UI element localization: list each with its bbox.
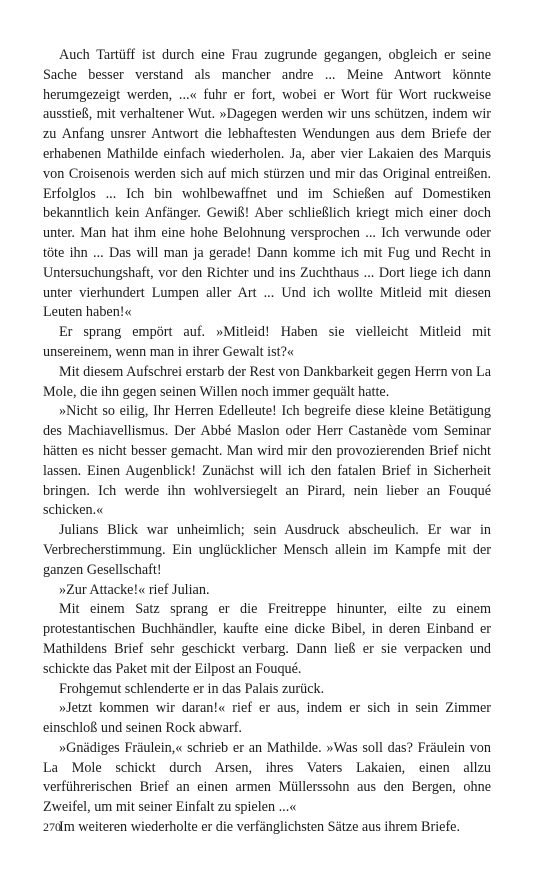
paragraph: Im weiteren wiederholte er die verfänglichsten Sätze aus ihrem Briefe. <box>59 819 461 836</box>
paragraph: Mit diesem Aufschrei erstarb der Rest von Dankbarkeit gegen Herrn von La Mole, die ihn gegen seinen Willen noch immer gequält hatte. <box>43 363 491 400</box>
paragraph: »Jetzt kommen wir daran!« rief er aus, indem er sich in sein Zimmer einschloß und seinen Rock abwarf. <box>43 700 491 737</box>
paragraph: Frohgemut schlenderte er in das Palais zurück. <box>59 680 325 697</box>
page-number: 270 <box>43 820 61 834</box>
paragraph: »Zur Attacke!« rief Julian. <box>59 581 210 598</box>
paragraph: Auch Tartüff ist durch eine Frau zugrunde gegangen, obgleich er seine Sache besser verstand als mancher andre ... Meine Antwort könnte herumgezeigt werden, ...« fuhr er fort, wobei er Wort für Wort ruckweise ausstieß, mit verhaltener Wut. »Dagegen werden wir uns schützen, indem wir zu Anfang unsrer Antwort die lebhaftesten Wendungen aus dem Briefe der erhabenen Mathilde einfach wiederholen. Ja, aber vier Lakaien des Marquis von Croisenois werden sich auf mich stürzen und mir das Original entreißen. Erfolglos ... Ich bin wohlbewaffnet und im Schießen auf Domestiken bekanntlich kein Anfänger. Gewiß! Aber schließlich kriegt mich einer doch unter. Man hat ihm eine hohe Belohnung versprochen ... Ich verwunde oder töte ihn ... Das will man ja gerade! Dann komme ich mit Fug und Recht in Untersuchungshaft, vor den Richter und ins Zuchthaus ... Dort liege ich dann unter vierhundert Lumpen aller Art ... Und ich wollte Mitleid mit diesen Leuten haben!« <box>43 47 491 321</box>
paragraph: Julians Blick war unheimlich; sein Ausdruck abscheulich. Er war in Verbrecherstimmung. Ein unglücklicher Mensch allein im Kampfe mit der ganzen Gesellschaft! <box>43 522 491 578</box>
paragraph: Mit einem Satz sprang er die Freitreppe hinunter, eilte zu einem protestantischen Buchhändler, kaufte eine dicke Bibel, in deren Einband er Mathildens Brief sehr geschickt verbarg. Dann ließ er sie verpacken und schickte das Paket mit der Eilpost an Fouqué. <box>43 601 491 677</box>
paragraph: Er sprang empört auf. »Mitleid! Haben sie vielleicht Mitleid mit unsereinem, wenn man in ihrer Gewalt ist?« <box>43 324 491 360</box>
body-text <box>43 46 491 838</box>
paragraph: »Gnädiges Fräulein,« schrieb er an Mathilde. »Was soll das? Fräulein von La Mole schickt durch Arsen, ihres Vaters Lakaien, einen allzu verführerischen Brief an einen armen Müllerssohn aus den Bergen, ohne Zweifel, um mit seiner Einfalt zu spielen ...« <box>43 739 491 816</box>
paragraph: »Nicht so eilig, Ihr Herren Edelleute! Ich begreife diese kleine Betätigung des Machiavellismus. Der Abbé Maslon oder Herr Castanède vom Seminar hätten es nicht besser gemacht. Man wird mir den provozierenden Brief nicht lassen. Einen Augenblick! Zunächst will ich den fatalen Brief in Sicherheit bringen. Ich werde ihn wohlversiegelt an Pirard, nein lieber an Fouqué schicken.« <box>43 403 491 519</box>
